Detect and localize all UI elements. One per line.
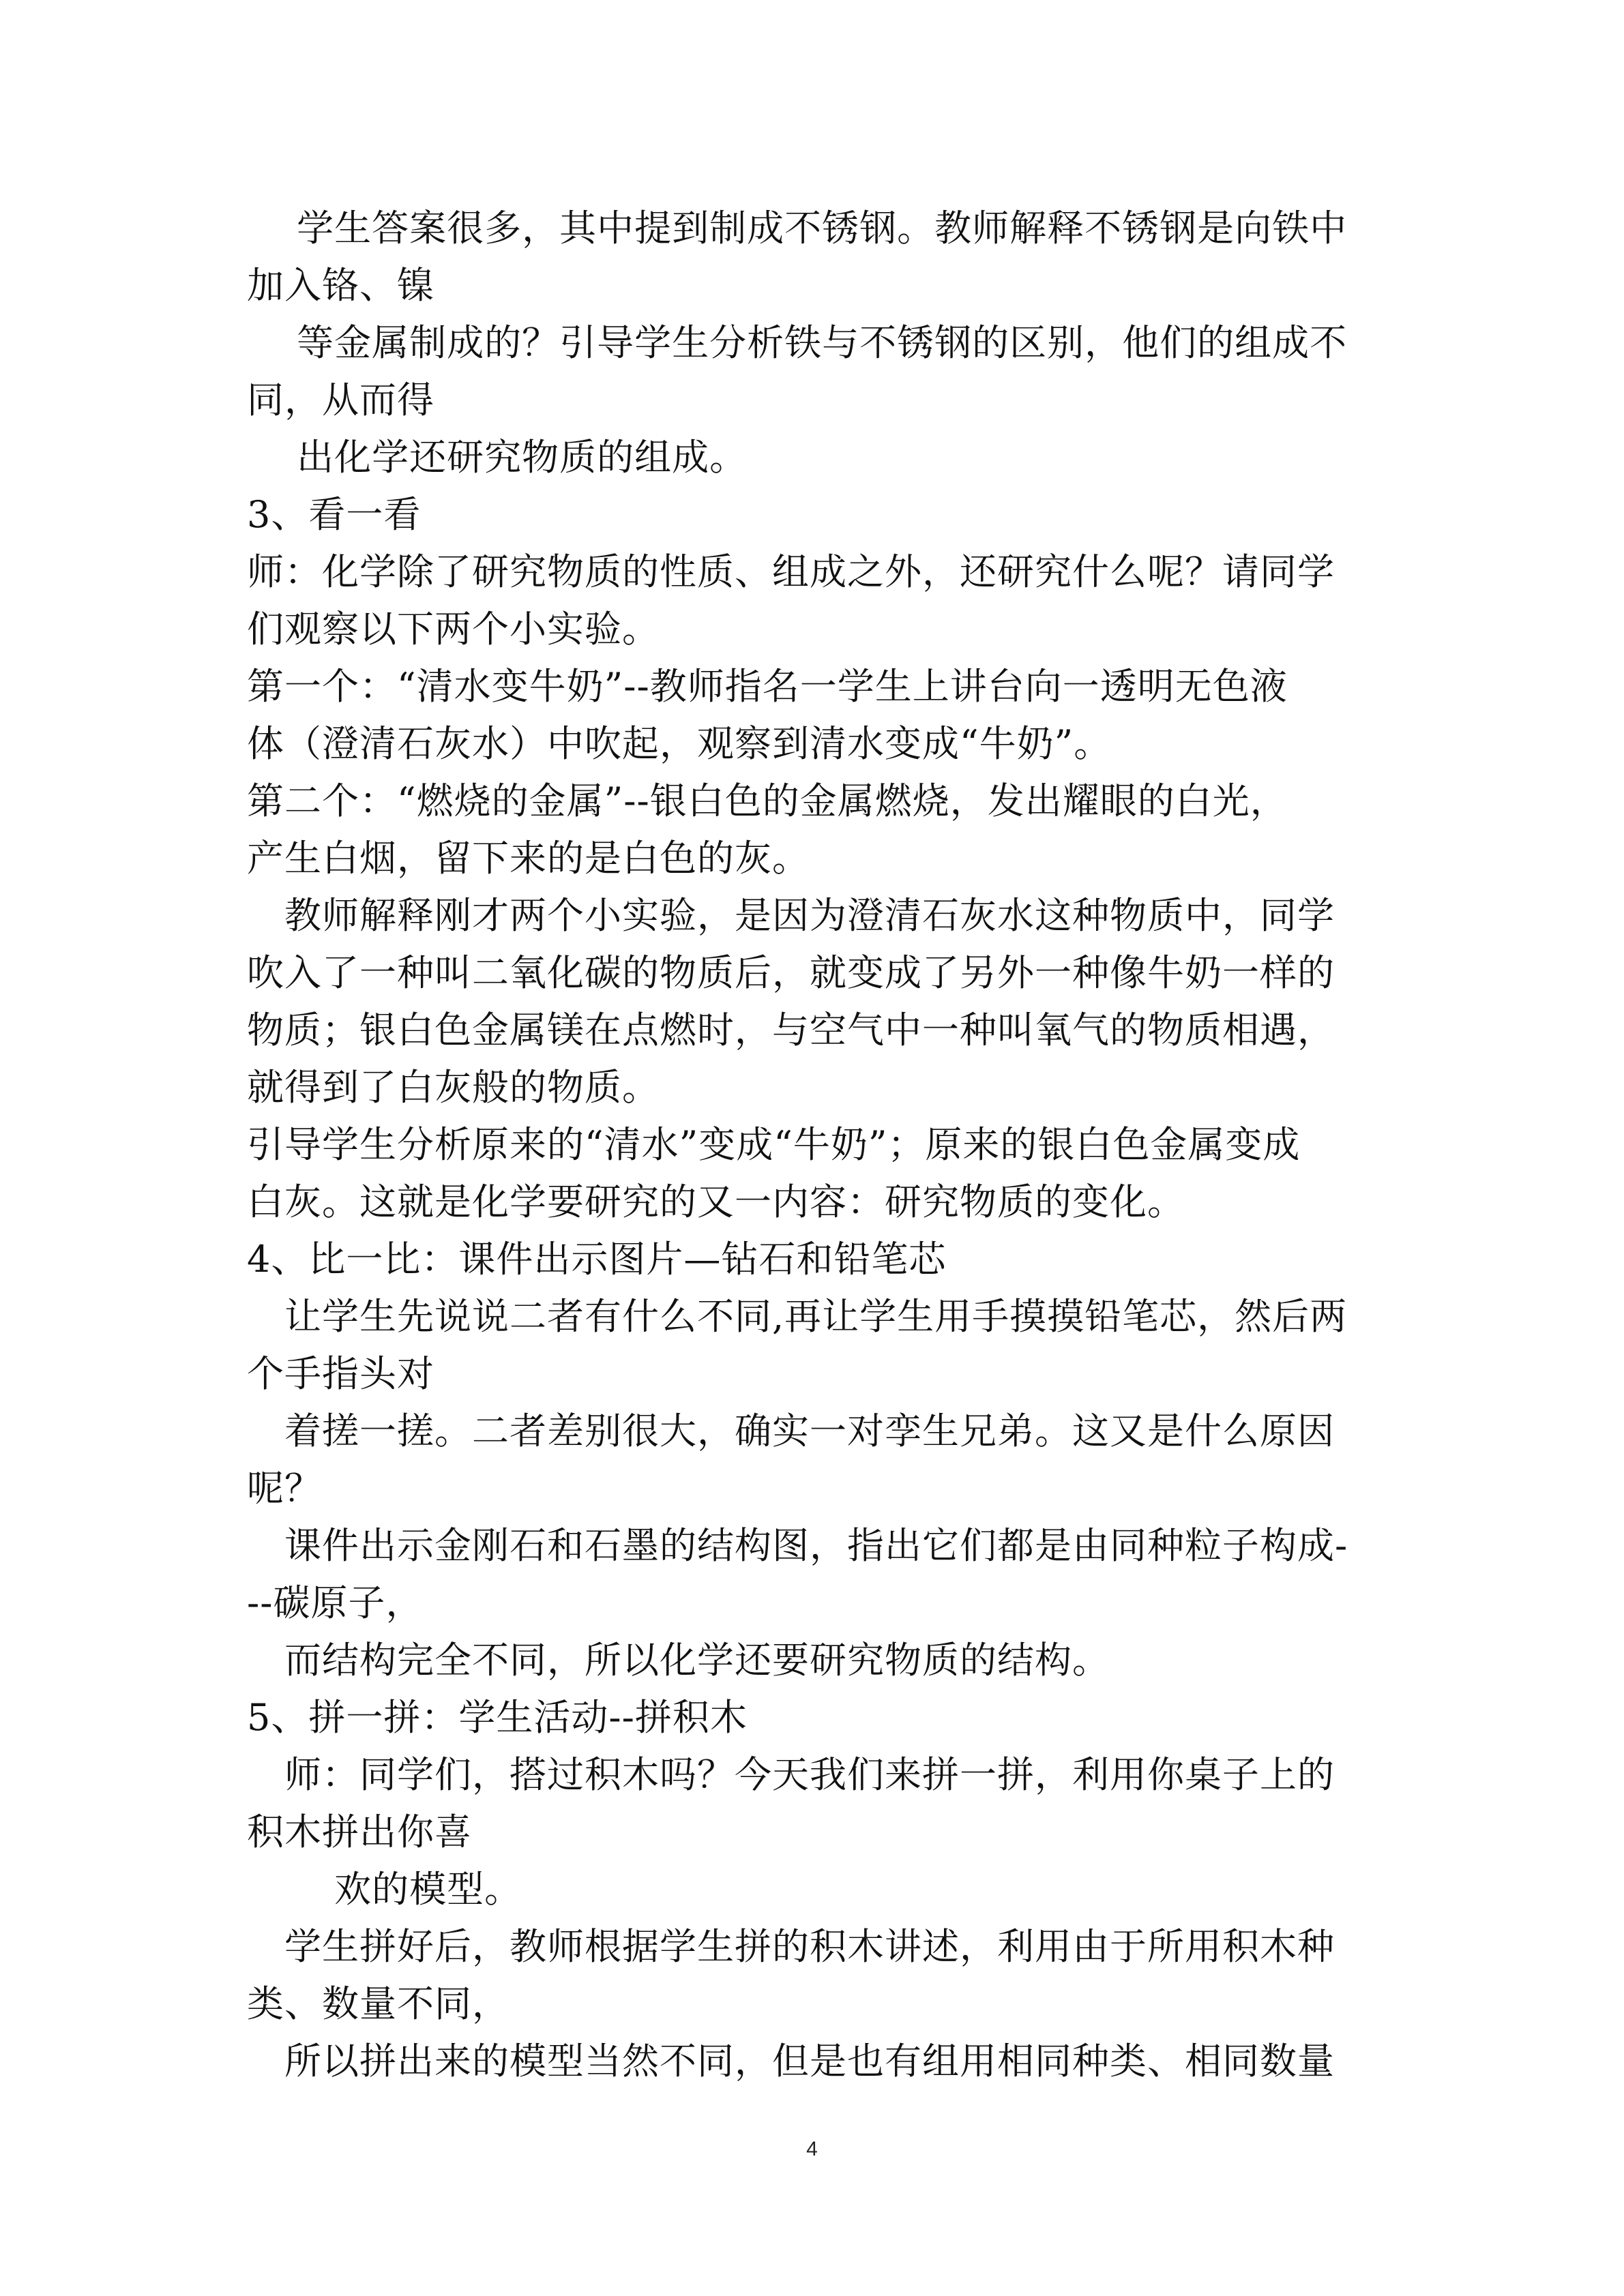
text-line: 就得到了白灰般的物质。 xyxy=(247,1066,660,1109)
text-line: 积木拼出你喜 xyxy=(247,1810,472,1853)
text-line: 着搓一搓。二者差别很大，确实一对孪生兄弟。这又是什么原因 xyxy=(247,1410,1335,1452)
section-heading: 5、拼一拼：学生活动--拼积木 xyxy=(247,1696,748,1739)
text-line: 而结构完全不同，所以化学还要研究物质的结构。 xyxy=(247,1639,1110,1682)
text-line: 们观察以下两个小实验。 xyxy=(247,608,660,651)
text-line: 教师解释刚才两个小实验，是因为澄清石灰水这种物质中，同学 xyxy=(247,894,1335,937)
text-line: 出化学还研究物质的组成。 xyxy=(247,436,748,479)
text-line: --碳原子， xyxy=(247,1581,424,1624)
text-line: 第一个：“清水变牛奶”--教师指名一学生上讲台向一透明无色液 xyxy=(247,665,1288,708)
section-heading: 4、比一比：课件出示图片—钻石和铅笔芯 xyxy=(247,1238,947,1281)
text-line: 所以拼出来的模型当然不同，但是也有组用相同种类、相同数量 xyxy=(247,2040,1335,2083)
text-line: 同，从而得 xyxy=(247,378,434,421)
text-line: 体（澄清石灰水）中吹起，观察到清水变成“牛奶”。 xyxy=(247,722,1112,765)
text-line: 学生答案很多，其中提到制成不锈钢。教师解释不锈钢是向铁中 xyxy=(247,207,1348,250)
text-line: 欢的模型。 xyxy=(247,1868,522,1911)
text-line: 类、数量不同， xyxy=(247,1982,510,2025)
text-line: 学生拼好后，教师根据学生拼的积木讲述，利用由于所用积木种 xyxy=(247,1925,1335,1968)
text-line: 引导学生分析原来的“清水”变成“牛奶”；原来的银白色金属变成 xyxy=(247,1123,1301,1166)
text-line: 产生白烟，留下来的是白色的灰。 xyxy=(247,837,810,880)
text-line: 等金属制成的？引导学生分析铁与不锈钢的区别，他们的组成不 xyxy=(247,321,1348,364)
text-line: 白灰。这就是化学要研究的又一内容：研究物质的变化。 xyxy=(247,1180,1185,1223)
text-line: 让学生先说说二者有什么不同,再让学生用手摸摸铅笔芯，然后两 xyxy=(247,1295,1348,1338)
text-line: 师：同学们，搭过积木吗？今天我们来拼一拼，利用你桌子上的 xyxy=(247,1753,1335,1796)
text-line: 加入铬、镍 xyxy=(247,264,434,307)
text-line: 课件出示金刚石和石墨的结构图，指出它们都是由同种粒子构成- xyxy=(247,1524,1348,1567)
text-line: 第二个：“燃烧的金属”--银白色的金属燃烧，发出耀眼的白光， xyxy=(247,779,1288,822)
text-line: 师：化学除了研究物质的性质、组成之外，还研究什么呢？请同学 xyxy=(247,550,1335,593)
text-line: 呢？ xyxy=(247,1467,322,1510)
text-line: 吹入了一种叫二氧化碳的物质后，就变成了另外一种像牛奶一样的 xyxy=(247,951,1335,994)
section-heading: 3、看一看 xyxy=(247,493,422,536)
page-number: 4 xyxy=(806,2138,818,2160)
text-line: 物质；银白色金属镁在点燃时，与空气中一种叫氧气的物质相遇， xyxy=(247,1009,1335,1052)
text-line: 个手指头对 xyxy=(247,1352,434,1395)
